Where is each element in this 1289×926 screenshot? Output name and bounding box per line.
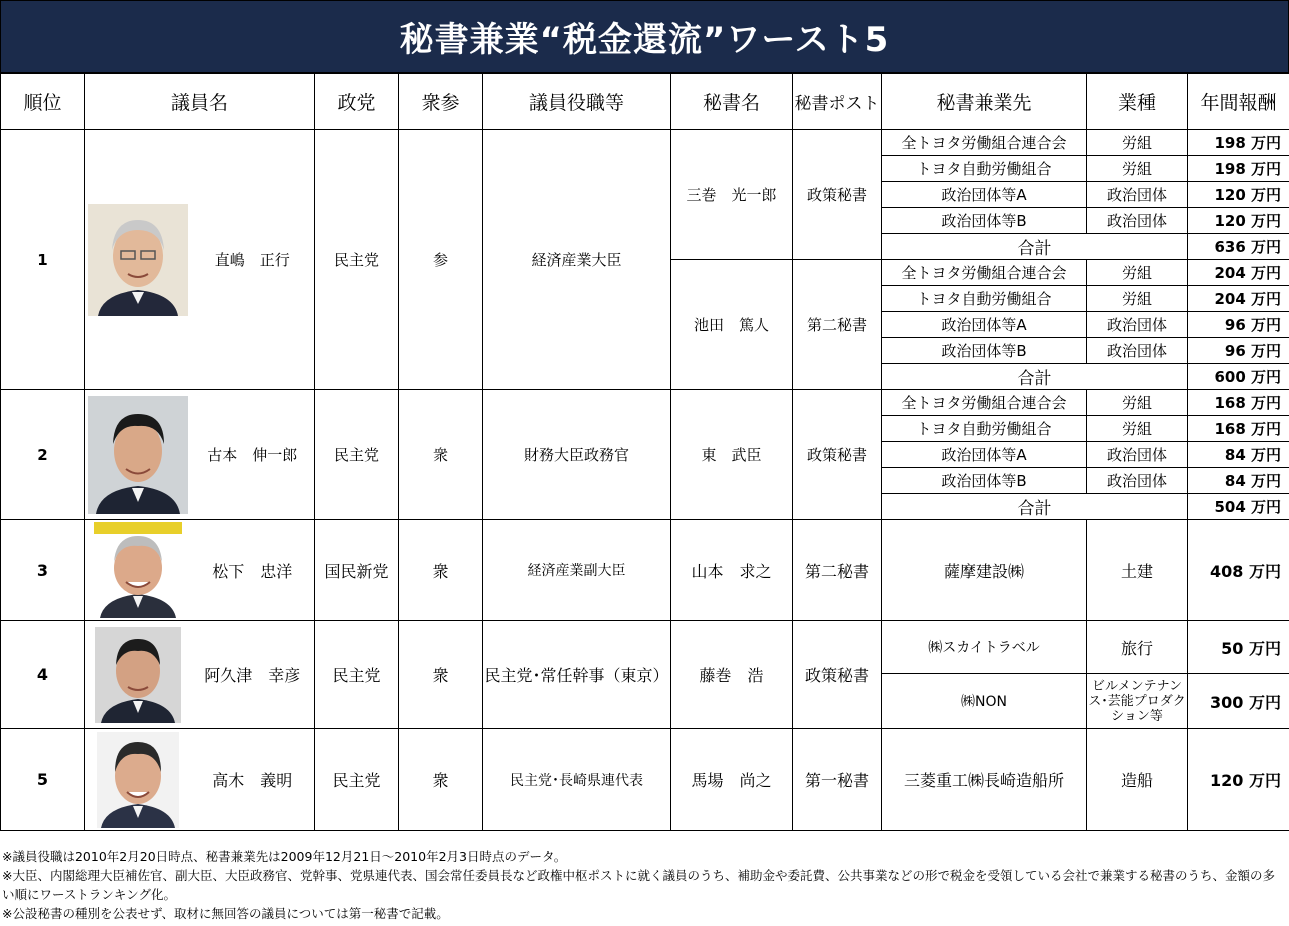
header-member: 議員名	[85, 74, 315, 130]
secretary-name: 藤巻 浩	[671, 621, 793, 729]
industry: 労組	[1087, 416, 1188, 442]
rank-number: 3	[1, 520, 85, 621]
employer: トヨタ自動労働組合	[882, 156, 1087, 182]
house: 参	[399, 130, 483, 390]
industry: 政治団体	[1087, 312, 1188, 338]
pay-amount: 96 万円	[1188, 312, 1289, 338]
employer: 全トヨタ労働組合連合会	[882, 390, 1087, 416]
party: 民主党	[315, 390, 399, 520]
pay-amount: 204 万円	[1188, 260, 1289, 286]
member-name: 松下 忠洋	[191, 520, 315, 621]
pay-amount: 120 万円	[1188, 208, 1289, 234]
footnote: ※大臣、内閣総理大臣補佐官、副大臣、大臣政務官、党幹事、党県連代表、国会常任委員長など政権中枢ポストに就く議員のうち、補助金や委託費、公共事業などの形で税金を受領している会社で兼業する秘書のうち、金額の多い順にワーストランキング化。	[2, 868, 1275, 902]
header-secretary: 秘書名	[671, 74, 793, 130]
pay-amount: 198 万円	[1188, 130, 1289, 156]
secretary-post: 第二秘書	[793, 260, 882, 390]
ranking-table	[0, 73, 1289, 831]
pay-amount: 204 万円	[1188, 286, 1289, 312]
member-position: 民主党･長崎県連代表	[483, 729, 671, 831]
pay-amount: 84 万円	[1188, 468, 1289, 494]
employer: ㈱スカイトラベル	[882, 621, 1087, 674]
party: 民主党	[315, 130, 399, 390]
employer: 三菱重工㈱長崎造船所	[882, 729, 1087, 831]
header-party: 政党	[315, 74, 399, 130]
industry: 旅行	[1087, 621, 1188, 674]
secretary-name: 三巻 光一郎	[671, 130, 793, 260]
member-photo	[88, 396, 188, 514]
total-label: 合計	[882, 234, 1188, 260]
member-photo-cell	[85, 729, 191, 831]
industry: ビルメンテナンス･芸能プロダクション等	[1087, 674, 1188, 729]
house: 衆	[399, 621, 483, 729]
secretary-name: 山本 求之	[671, 520, 793, 621]
employer: 薩摩建設㈱	[882, 520, 1087, 621]
member-photo	[95, 627, 181, 723]
industry: 政治団体	[1087, 182, 1188, 208]
employer: 政治団体等A	[882, 312, 1087, 338]
pay-amount: 120 万円	[1188, 729, 1289, 831]
employer: 政治団体等A	[882, 182, 1087, 208]
member-name: 直嶋 正行	[191, 130, 315, 390]
employer: 政治団体等B	[882, 208, 1087, 234]
member-photo	[88, 204, 188, 316]
employer: 政治団体等A	[882, 442, 1087, 468]
employer: トヨタ自動労働組合	[882, 286, 1087, 312]
employer: ㈱NON	[882, 674, 1087, 729]
member-photo-cell	[85, 520, 191, 621]
house: 衆	[399, 729, 483, 831]
total-label: 合計	[882, 364, 1188, 390]
table-row	[1, 621, 1289, 674]
industry: 政治団体	[1087, 442, 1188, 468]
total-amount: 600 万円	[1188, 364, 1289, 390]
rank-number: 2	[1, 390, 85, 520]
secretary-post: 第二秘書	[793, 520, 882, 621]
employer: 全トヨタ労働組合連合会	[882, 130, 1087, 156]
table-row	[1, 520, 1289, 621]
page-title: 秘書兼業“税金還流”ワースト5	[0, 0, 1289, 73]
table-row	[1, 729, 1289, 831]
party: 国民新党	[315, 520, 399, 621]
rank-number: 4	[1, 621, 85, 729]
member-photo	[94, 522, 182, 618]
pay-amount: 168 万円	[1188, 416, 1289, 442]
industry: 労組	[1087, 390, 1188, 416]
pay-amount: 168 万円	[1188, 390, 1289, 416]
header-post: 秘書ポスト	[793, 74, 882, 130]
pay-amount: 408 万円	[1188, 520, 1289, 621]
total-amount: 636 万円	[1188, 234, 1289, 260]
secretary-name: 池田 篤人	[671, 260, 793, 390]
pay-amount: 300 万円	[1188, 674, 1289, 729]
rank-number: 1	[1, 130, 85, 390]
house: 衆	[399, 520, 483, 621]
member-position: 経済産業大臣	[483, 130, 671, 390]
table-header-row	[1, 74, 1289, 130]
industry: 政治団体	[1087, 208, 1188, 234]
table-row	[1, 390, 1289, 416]
member-photo-cell	[85, 390, 191, 520]
pay-amount: 198 万円	[1188, 156, 1289, 182]
industry: 労組	[1087, 286, 1188, 312]
header-employer: 秘書兼業先	[882, 74, 1087, 130]
member-name: 古本 伸一郎	[191, 390, 315, 520]
footnotes	[2, 847, 1287, 923]
employer: 政治団体等B	[882, 338, 1087, 364]
total-amount: 504 万円	[1188, 494, 1289, 520]
footnote: ※公設秘書の種別を公表せず、取材に無回答の議員については第一秘書で記載。	[2, 906, 449, 921]
industry: 労組	[1087, 260, 1188, 286]
header-rank: 順位	[1, 74, 85, 130]
secretary-post: 第一秘書	[793, 729, 882, 831]
member-position: 経済産業副大臣	[483, 520, 671, 621]
employer: トヨタ自動労働組合	[882, 416, 1087, 442]
rank-number: 5	[1, 729, 85, 831]
secretary-name: 馬場 尚之	[671, 729, 793, 831]
header-house: 衆参	[399, 74, 483, 130]
secretary-post: 政策秘書	[793, 621, 882, 729]
pay-amount: 120 万円	[1188, 182, 1289, 208]
member-name: 阿久津 幸彦	[191, 621, 315, 729]
industry: 政治団体	[1087, 468, 1188, 494]
header-industry: 業種	[1087, 74, 1188, 130]
total-label: 合計	[882, 494, 1188, 520]
member-position: 民主党･常任幹事（東京）	[483, 621, 671, 729]
industry: 労組	[1087, 130, 1188, 156]
industry: 造船	[1087, 729, 1188, 831]
member-position: 財務大臣政務官	[483, 390, 671, 520]
footnote: ※議員役職は2010年2月20日時点、秘書兼業先は2009年12月21日～2010年2月3日時点のデータ。	[2, 849, 567, 864]
secretary-post: 政策秘書	[793, 390, 882, 520]
party: 民主党	[315, 729, 399, 831]
secretary-post: 政策秘書	[793, 130, 882, 260]
pay-amount: 96 万円	[1188, 338, 1289, 364]
house: 衆	[399, 390, 483, 520]
party: 民主党	[315, 621, 399, 729]
member-photo-cell	[85, 130, 191, 390]
industry: 政治団体	[1087, 338, 1188, 364]
industry: 土建	[1087, 520, 1188, 621]
industry: 労組	[1087, 156, 1188, 182]
employer: 政治団体等B	[882, 468, 1087, 494]
table-row	[1, 130, 1289, 156]
pay-amount: 84 万円	[1188, 442, 1289, 468]
employer: 全トヨタ労働組合連合会	[882, 260, 1087, 286]
header-pay: 年間報酬	[1188, 74, 1289, 130]
secretary-name: 東 武臣	[671, 390, 793, 520]
member-photo-cell	[85, 621, 191, 729]
header-position: 議員役職等	[483, 74, 671, 130]
member-photo	[97, 732, 179, 828]
member-name: 高木 義明	[191, 729, 315, 831]
pay-amount: 50 万円	[1188, 621, 1289, 674]
